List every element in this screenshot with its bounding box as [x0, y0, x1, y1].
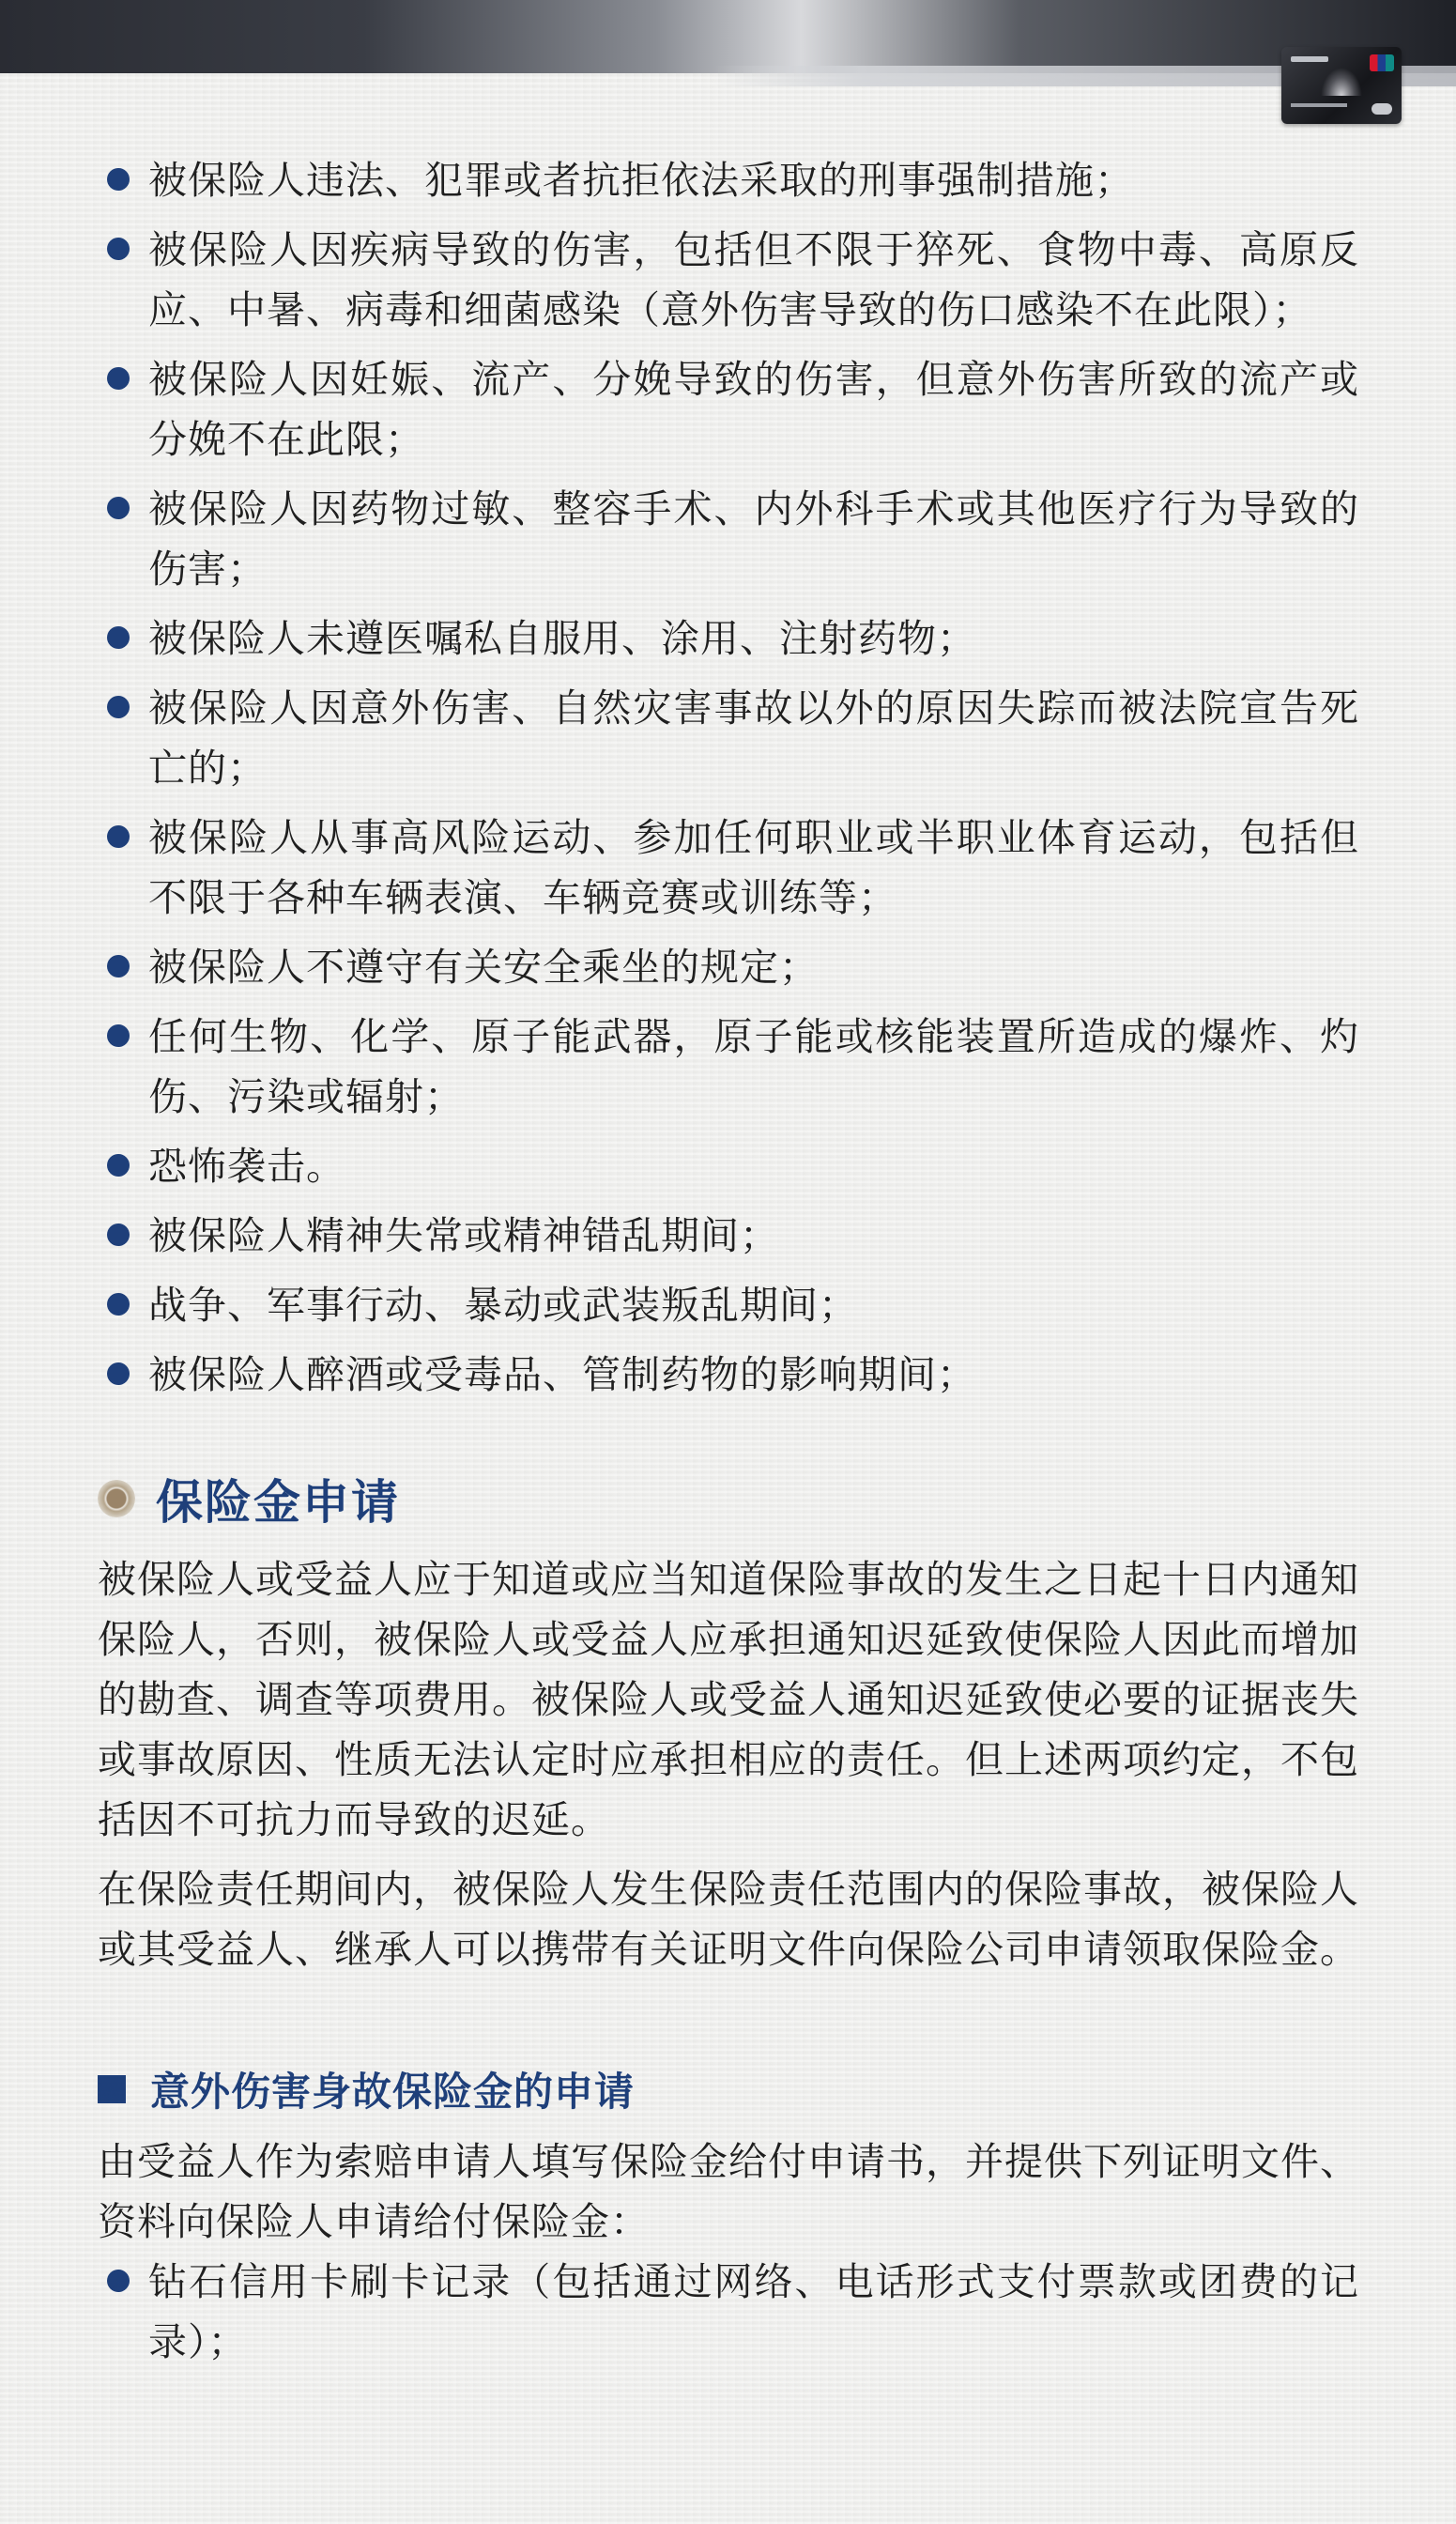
credit-card-thumbnail-icon	[1281, 47, 1402, 124]
subsection-heading	[98, 2056, 635, 2122]
list-item: 被保险人违法、犯罪或者抗拒依法采取的刑事强制措施；	[0, 150, 1359, 210]
list-item: 被保险人精神失常或精神错乱期间；	[0, 1206, 1359, 1266]
list-item: 被保险人因药物过敏、整容手术、内外科手术或其他医疗行为导致的伤害；	[0, 479, 1359, 599]
bullet-dot-icon	[107, 1293, 130, 1316]
bullet-dot-icon	[107, 825, 130, 848]
card-bank-logo	[1291, 56, 1328, 62]
square-bullet-icon	[98, 2075, 126, 2103]
list-item: 被保险人因疾病导致的伤害，包括但不限于猝死、食物中毒、高原反应、中暑、病毒和细菌感染（意外伤害导致的伤口感染不在此限）；	[0, 220, 1359, 340]
bullet-dot-icon	[107, 367, 130, 390]
list-item: 恐怖袭击。	[0, 1136, 1359, 1196]
list-item: 被保险人因意外伤害、自然灾害事故以外的原因失踪而被法院宣告死亡的；	[0, 678, 1359, 798]
card-number-strip	[1291, 103, 1347, 107]
bullet-dot-icon	[107, 696, 130, 718]
list-item: 被保险人从事高风险运动、参加任何职业或半职业体育运动，包括但不限于各种车辆表演、车辆竞赛或训练等；	[0, 808, 1359, 928]
bullet-dot-icon	[107, 1154, 130, 1177]
list-item: 钻石信用卡刷卡记录（包括通过网络、电话形式支付票款或团费的记录）；	[0, 2252, 1359, 2372]
list-item: 战争、军事行动、暴动或武装叛乱期间；	[0, 1275, 1359, 1335]
sun-emblem-icon	[98, 1480, 135, 1517]
bullet-dot-icon	[107, 1362, 130, 1385]
subsection-title: 意外伤害身故保险金的申请	[150, 2069, 636, 2115]
list-item: 被保险人未遵医嘱私自服用、涂用、注射药物；	[0, 608, 1359, 669]
subsection-intro: 由受益人作为索赔申请人填写保险金给付申请书，并提供下列证明文件、资料向保险人申请给付保险金：	[98, 2139, 1359, 2244]
bullet-dot-icon	[107, 1224, 130, 1246]
unionpay-logo-icon	[1370, 54, 1394, 71]
bullet-dot-icon	[107, 1024, 130, 1047]
section-title: 保险金申请	[156, 1475, 400, 1530]
card-diamond-burst	[1321, 68, 1362, 96]
list-item: 被保险人醉酒或受毒品、管制药物的影响期间；	[0, 1345, 1359, 1405]
bullet-dot-icon	[107, 238, 130, 260]
bullet-dot-icon	[107, 955, 130, 977]
exclusion-list	[0, 150, 1456, 1405]
list-item: 被保险人不遵守有关安全乘坐的规定；	[0, 937, 1359, 997]
claim-notice-paragraph: 被保险人或受益人应于知道或应当知道保险事故的发生之日起十日内通知保险人，否则，被保险人或受益人应承担通知迟延致使保险人因此而增加的勘查、调查等项费用。被保险人或受益人通知迟延致使必要的证据丧失或事故原因、性质无法认定时应承担相应的责任。但上述两项约定，不包括因不可抗力而导致的迟延。	[98, 1557, 1359, 1842]
bullet-dot-icon	[107, 168, 130, 191]
card-brand-mark	[1372, 103, 1392, 115]
list-item: 被保险人因妊娠、流产、分娩导致的伤害，但意外伤害所致的流产或分娩不在此限；	[0, 349, 1359, 469]
list-item: 任何生物、化学、原子能武器，原子能或核能装置所造成的爆炸、灼伤、污染或辐射；	[0, 1007, 1359, 1127]
bullet-dot-icon	[107, 2270, 130, 2292]
bullet-dot-icon	[107, 626, 130, 649]
header-bar	[0, 0, 1456, 73]
document-requirement-list	[0, 2252, 1456, 2372]
claim-eligibility-paragraph: 在保险责任期间内，被保险人发生保险责任范围内的保险事故，被保险人或其受益人、继承人可以携带有关证明文件向保险公司申请领取保险金。	[98, 1867, 1359, 1972]
bullet-dot-icon	[107, 497, 130, 519]
section-heading	[98, 1465, 400, 1532]
